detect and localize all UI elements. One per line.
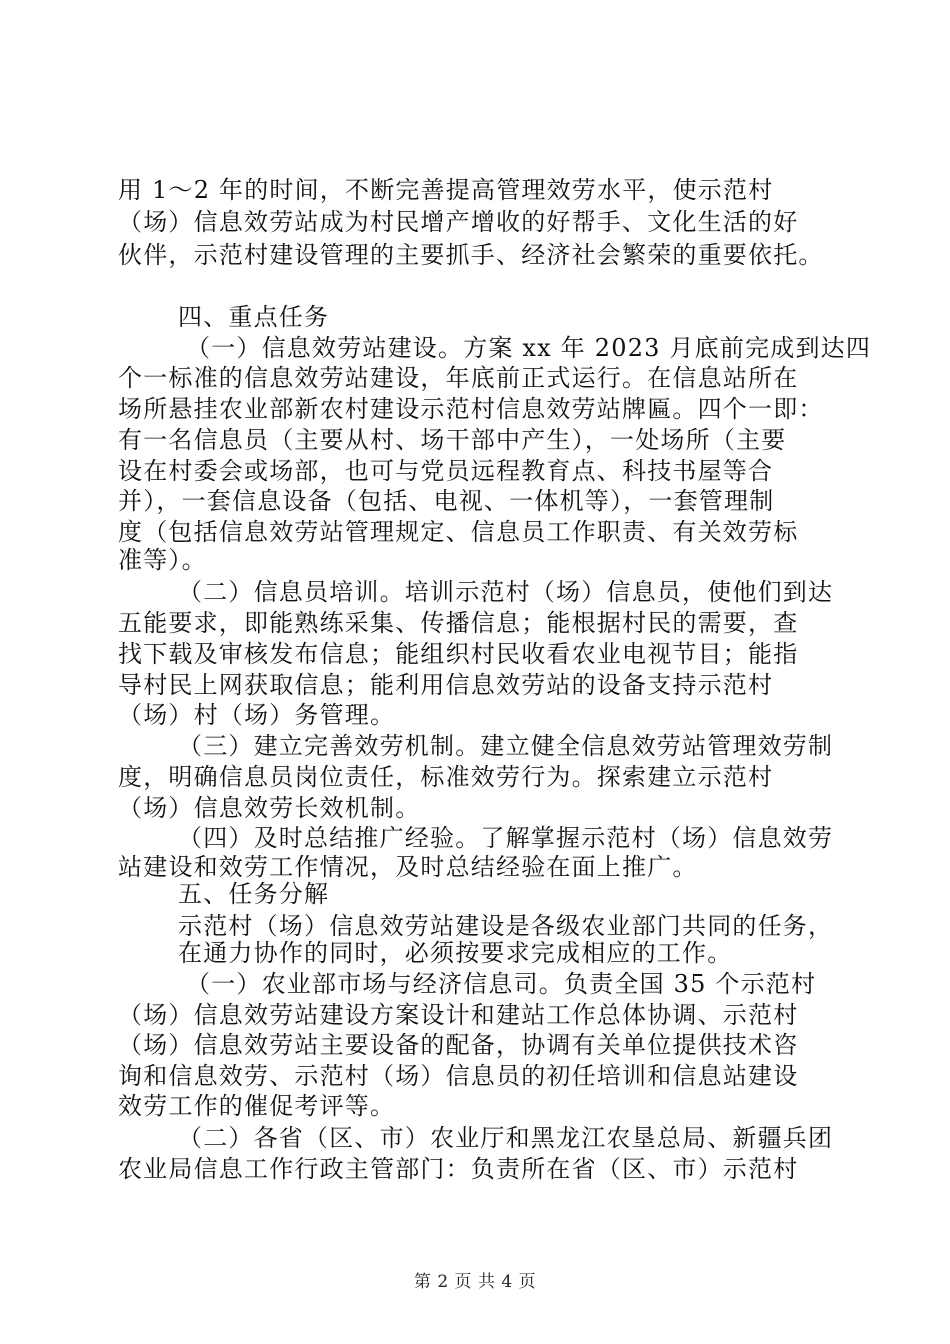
text-line: （四）及时总结推广经验。了解掌握示范村（场）信息效劳 (178, 824, 834, 852)
text-line: 导村民上网获取信息；能利用信息效劳站的设备支持示范村 (118, 671, 774, 699)
text-line: 农业局信息工作行政主管部门：负责所在省（区、市）示范村 (118, 1155, 799, 1183)
text-line: 有一名信息员（主要从村、场干部中产生），一处场所（主要 (118, 426, 787, 454)
text-line: （场）村（场）务管理。 (118, 701, 396, 729)
section-heading: 五、任务分解 (178, 880, 330, 908)
text-line: 站建设和效劳工作情况，及时总结经验在面上推广。 (118, 853, 698, 881)
text-line: 在通力协作的同时，必须按要求完成相应的工作。 (178, 939, 733, 967)
text-line: 度（包括信息效劳站管理规定、信息员工作职责、有关效劳标 (118, 518, 799, 546)
text-line: （一）农业部市场与经济信息司。负责全国 35 个示范村 (186, 970, 817, 998)
text-line: 设在村委会或场部，也可与党员远程教育点、科技书屋等合 (118, 457, 774, 485)
text-line: （场）信息效劳站建设方案设计和建站工作总体协调、示范村 (118, 1001, 799, 1029)
text-line: （场）信息效劳长效机制。 (118, 794, 421, 822)
text-line: 询和信息效劳、示范村（场）信息员的初任培训和信息站建设 (118, 1062, 799, 1090)
text-line: （二）各省（区、市）农业厅和黑龙江农垦总局、新疆兵团 (178, 1124, 834, 1152)
text-line: （一）信息效劳站建设。方案 xx 年 2023 月底前完成到达四 (186, 334, 872, 362)
text-line: 效劳工作的催促考评等。 (118, 1092, 396, 1120)
section-heading: 四、重点任务 (178, 303, 330, 331)
text-line: （二）信息员培训。培训示范村（场）信息员，使他们到达 (178, 578, 834, 606)
text-line: 找下载及审核发布信息；能组织村民收看农业电视节目；能指 (118, 640, 799, 668)
text-line: 伙伴，示范村建设管理的主要抓手、经济社会繁荣的重要依托。 (118, 241, 824, 269)
text-line: 五能要求，即能熟练采集、传播信息；能根据村民的需要，查 (118, 609, 799, 637)
text-line: 示范村（场）信息效劳站建设是各级农业部门共同的任务， (178, 912, 834, 940)
text-line: （场）信息效劳站成为村民增产增收的好帮手、文化生活的好 (118, 208, 799, 236)
text-line: 度，明确信息员岗位责任，标准效劳行为。探索建立示范村 (118, 763, 774, 791)
text-line: 场所悬挂农业部新农村建设示范村信息效劳站牌匾。四个一即： (118, 395, 824, 423)
text-line: 并），一套信息设备（包括、电视、一体机等），一套管理制 (118, 487, 775, 515)
text-line: 个一标准的信息效劳站建设，年底前正式运行。在信息站所在 (118, 364, 799, 392)
text-line: 准等）。 (118, 546, 207, 574)
text-line: 用 1～2 年的时间，不断完善提高管理效劳水平，使示范村 (118, 176, 774, 204)
page-footer: 第 2 页 共 4 页 (413, 1272, 537, 1292)
text-line: （场）信息效劳站主要设备的配备，协调有关单位提供技术咨 (118, 1031, 799, 1059)
text-line: （三）建立完善效劳机制。建立健全信息效劳站管理效劳制 (178, 732, 834, 760)
